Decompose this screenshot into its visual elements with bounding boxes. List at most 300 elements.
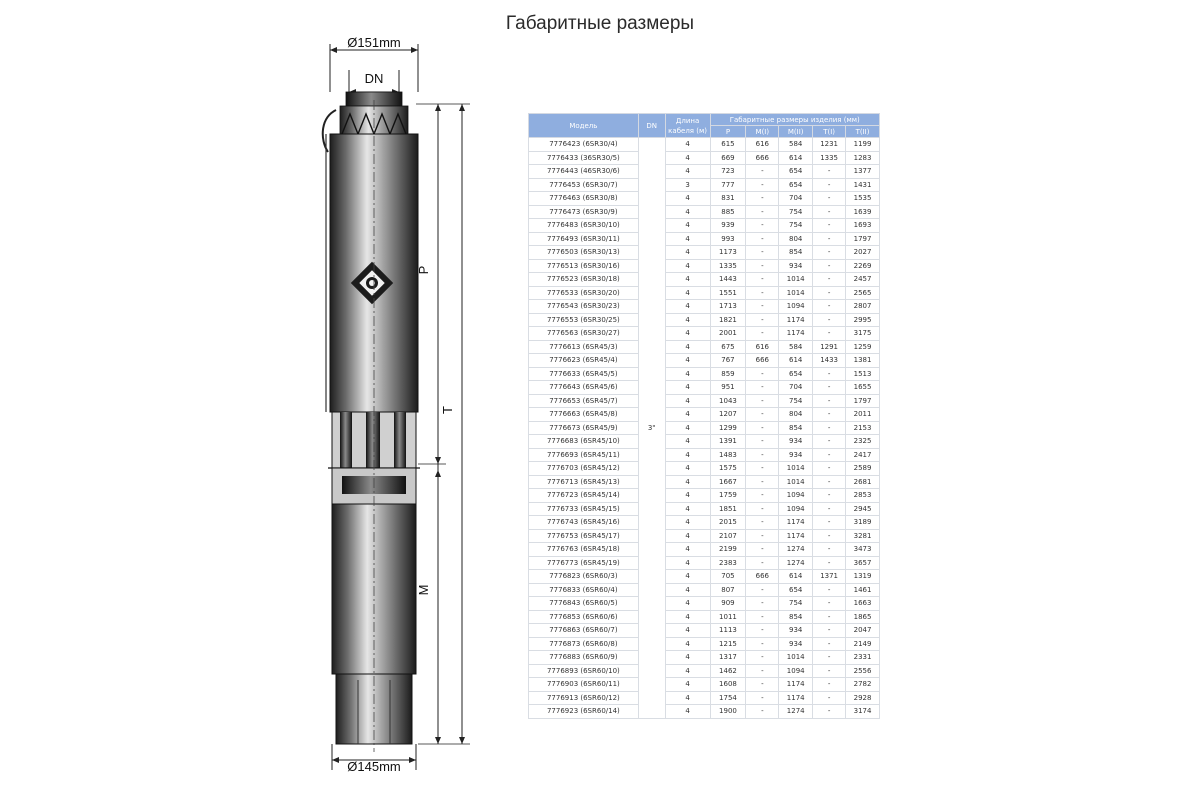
cell-m1: -	[746, 192, 779, 206]
cell-cable: 4	[665, 637, 710, 651]
table-row	[529, 286, 880, 300]
cell-cable: 4	[665, 381, 710, 395]
table-row	[529, 678, 880, 692]
cell-m1: -	[746, 597, 779, 611]
cell-model: 7776863 (6SR60/7)	[529, 624, 639, 638]
cell-t2: 1199	[846, 138, 880, 152]
table-row	[529, 435, 880, 449]
cell-m2: 1174	[779, 529, 813, 543]
cell-cable: 3	[665, 178, 710, 192]
cell-t1: -	[813, 232, 846, 246]
cell-t1: -	[813, 435, 846, 449]
table-row	[529, 394, 880, 408]
top-diameter-label: Ø151mm	[347, 35, 401, 50]
cell-model: 7776733 (6SR45/15)	[529, 502, 639, 516]
cell-m1: -	[746, 381, 779, 395]
table-row	[529, 637, 880, 651]
table-row	[529, 151, 880, 165]
cell-model: 7776893 (6SR60/10)	[529, 664, 639, 678]
cell-t1: -	[813, 300, 846, 314]
cell-cable: 4	[665, 273, 710, 287]
cell-cable: 4	[665, 556, 710, 570]
cell-t2: 3175	[846, 327, 880, 341]
cell-t2: 3657	[846, 556, 880, 570]
cell-cable: 4	[665, 475, 710, 489]
cell-m1: -	[746, 502, 779, 516]
cell-t1: -	[813, 556, 846, 570]
cell-model: 7776423 (6SR30/4)	[529, 138, 639, 152]
cell-m1: -	[746, 705, 779, 719]
cell-t2: 1639	[846, 205, 880, 219]
bottom-diameter-label: Ø145mm	[347, 759, 401, 774]
cell-cable: 4	[665, 408, 710, 422]
cell-model: 7776543 (6SR30/23)	[529, 300, 639, 314]
cell-t1: -	[813, 691, 846, 705]
cell-cable: 4	[665, 435, 710, 449]
cell-t2: 2011	[846, 408, 880, 422]
table-row	[529, 327, 880, 341]
table-row	[529, 138, 880, 152]
cell-model: 7776443 (46SR30/6)	[529, 165, 639, 179]
table-row	[529, 529, 880, 543]
cell-model: 7776473 (6SR30/9)	[529, 205, 639, 219]
cell-model: 7776903 (6SR60/11)	[529, 678, 639, 692]
cell-cable: 4	[665, 570, 710, 584]
table-row	[529, 597, 880, 611]
cell-t2: 2556	[846, 664, 880, 678]
cell-t1: -	[813, 327, 846, 341]
cell-m2: 854	[779, 610, 813, 624]
cell-m1: -	[746, 556, 779, 570]
cell-cable: 4	[665, 286, 710, 300]
cell-cable: 4	[665, 624, 710, 638]
cell-t2: 3174	[846, 705, 880, 719]
table-row	[529, 381, 880, 395]
cell-m1: 616	[746, 340, 779, 354]
cell-m2: 804	[779, 408, 813, 422]
cell-p: 1462	[710, 664, 746, 678]
m-dimension-label: M	[416, 584, 431, 596]
cell-t2: 3473	[846, 543, 880, 557]
cell-m1: -	[746, 394, 779, 408]
table-row	[529, 502, 880, 516]
cell-m1: -	[746, 205, 779, 219]
table-row	[529, 259, 880, 273]
cell-t2: 1461	[846, 583, 880, 597]
cell-model: 7776523 (6SR30/18)	[529, 273, 639, 287]
cell-p: 885	[710, 205, 746, 219]
cell-t2: 1513	[846, 367, 880, 381]
cell-p: 777	[710, 178, 746, 192]
cell-t2: 2853	[846, 489, 880, 503]
cell-m2: 1094	[779, 300, 813, 314]
cell-m1: -	[746, 664, 779, 678]
cell-cable: 4	[665, 232, 710, 246]
cell-model: 7776663 (6SR45/8)	[529, 408, 639, 422]
cell-t1: -	[813, 597, 846, 611]
cell-m2: 1014	[779, 286, 813, 300]
header-p: P	[710, 126, 746, 138]
cell-m1: -	[746, 516, 779, 530]
p-dimension-label: P	[416, 265, 431, 275]
cell-m1: -	[746, 678, 779, 692]
cell-cable: 4	[665, 340, 710, 354]
cell-cable: 4	[665, 219, 710, 233]
dn-value-cell: 3"	[638, 138, 665, 719]
cell-m2: 854	[779, 421, 813, 435]
cell-t1: -	[813, 219, 846, 233]
cell-m1: -	[746, 462, 779, 476]
cell-m2: 1174	[779, 678, 813, 692]
cell-m2: 614	[779, 570, 813, 584]
cell-model: 7776613 (6SR45/3)	[529, 340, 639, 354]
cell-cable: 4	[665, 678, 710, 692]
cell-cable: 4	[665, 300, 710, 314]
cell-m1: -	[746, 475, 779, 489]
table-row	[529, 165, 880, 179]
cell-t1: -	[813, 475, 846, 489]
cell-model: 7776693 (6SR45/11)	[529, 448, 639, 462]
cell-p: 1391	[710, 435, 746, 449]
dimensions-table	[528, 113, 880, 719]
cell-m1: -	[746, 624, 779, 638]
cell-model: 7776433 (36SR30/5)	[529, 151, 639, 165]
cell-cable: 4	[665, 354, 710, 368]
cell-cable: 4	[665, 691, 710, 705]
cell-cable: 4	[665, 610, 710, 624]
cell-t2: 1693	[846, 219, 880, 233]
cell-t1: -	[813, 192, 846, 206]
table-row	[529, 651, 880, 665]
table-row	[529, 219, 880, 233]
cell-model: 7776643 (6SR45/6)	[529, 381, 639, 395]
cell-m2: 614	[779, 354, 813, 368]
cell-p: 2199	[710, 543, 746, 557]
cell-cable: 4	[665, 421, 710, 435]
table-row	[529, 340, 880, 354]
table-row	[529, 556, 880, 570]
cell-t2: 1259	[846, 340, 880, 354]
cell-t2: 1381	[846, 354, 880, 368]
cell-t2: 2457	[846, 273, 880, 287]
cell-model: 7776513 (6SR30/16)	[529, 259, 639, 273]
table-row	[529, 300, 880, 314]
cell-p: 807	[710, 583, 746, 597]
table-row	[529, 205, 880, 219]
cell-cable: 4	[665, 165, 710, 179]
cell-m1: -	[746, 219, 779, 233]
cell-t2: 2681	[846, 475, 880, 489]
cell-t2: 2589	[846, 462, 880, 476]
cell-t2: 2417	[846, 448, 880, 462]
cell-p: 615	[710, 138, 746, 152]
cell-t1: -	[813, 664, 846, 678]
cell-t2: 2565	[846, 286, 880, 300]
cell-m1: -	[746, 259, 779, 273]
cell-p: 1575	[710, 462, 746, 476]
cell-m2: 704	[779, 381, 813, 395]
cell-m1: -	[746, 543, 779, 557]
cell-cable: 4	[665, 151, 710, 165]
cell-p: 2107	[710, 529, 746, 543]
cell-p: 1667	[710, 475, 746, 489]
table-row	[529, 543, 880, 557]
table-row	[529, 475, 880, 489]
cell-cable: 4	[665, 489, 710, 503]
header-m2: M(II)	[779, 126, 813, 138]
table-row	[529, 705, 880, 719]
cell-t2: 2269	[846, 259, 880, 273]
table-row	[529, 273, 880, 287]
header-dn: DN	[638, 114, 665, 138]
cell-t2: 2782	[846, 678, 880, 692]
pump-drawing	[290, 30, 500, 800]
cell-t2: 2149	[846, 637, 880, 651]
cell-m1: -	[746, 421, 779, 435]
cell-m2: 934	[779, 637, 813, 651]
cell-t1: -	[813, 205, 846, 219]
table-row	[529, 489, 880, 503]
cell-model: 7776913 (6SR60/12)	[529, 691, 639, 705]
cell-m2: 584	[779, 340, 813, 354]
cell-model: 7776453 (6SR30/7)	[529, 178, 639, 192]
table-row	[529, 570, 880, 584]
cell-m1: -	[746, 286, 779, 300]
cell-m1: 666	[746, 570, 779, 584]
cell-m1: -	[746, 313, 779, 327]
cell-m1: 666	[746, 354, 779, 368]
cell-cable: 4	[665, 394, 710, 408]
cell-m1: -	[746, 246, 779, 260]
cell-p: 939	[710, 219, 746, 233]
cell-m2: 1014	[779, 475, 813, 489]
cell-m2: 804	[779, 232, 813, 246]
cell-m1: 666	[746, 151, 779, 165]
cell-model: 7776713 (6SR45/13)	[529, 475, 639, 489]
cell-model: 7776823 (6SR60/3)	[529, 570, 639, 584]
cell-p: 1207	[710, 408, 746, 422]
dn-label: DN	[364, 71, 384, 86]
cell-cable: 4	[665, 327, 710, 341]
cell-model: 7776753 (6SR45/17)	[529, 529, 639, 543]
cell-p: 1043	[710, 394, 746, 408]
cell-t2: 1431	[846, 178, 880, 192]
header-model: Модель	[529, 114, 639, 138]
cell-model: 7776653 (6SR45/7)	[529, 394, 639, 408]
cell-t2: 3281	[846, 529, 880, 543]
cell-t1: -	[813, 583, 846, 597]
header-cable-length: Длина кабеля (м)	[665, 114, 710, 138]
cell-p: 1754	[710, 691, 746, 705]
cell-m1: -	[746, 273, 779, 287]
cell-p: 675	[710, 340, 746, 354]
table-row	[529, 516, 880, 530]
cell-t1: 1291	[813, 340, 846, 354]
cell-p: 1443	[710, 273, 746, 287]
t-dimension-label: T	[440, 406, 455, 414]
header-dimensions-group: Габаритные размеры изделия (мм)	[710, 114, 879, 126]
cell-p: 705	[710, 570, 746, 584]
cell-t1: -	[813, 529, 846, 543]
cell-model: 7776763 (6SR45/18)	[529, 543, 639, 557]
cell-model: 7776833 (6SR60/4)	[529, 583, 639, 597]
table-row	[529, 691, 880, 705]
cell-cable: 4	[665, 246, 710, 260]
table-row	[529, 624, 880, 638]
cell-model: 7776623 (6SR45/4)	[529, 354, 639, 368]
cell-t1: -	[813, 610, 846, 624]
cell-m2: 614	[779, 151, 813, 165]
cell-m1: -	[746, 435, 779, 449]
table-row	[529, 421, 880, 435]
table-row	[529, 313, 880, 327]
cell-m1: -	[746, 300, 779, 314]
cell-model: 7776873 (6SR60/8)	[529, 637, 639, 651]
cell-m1: 616	[746, 138, 779, 152]
cell-m2: 1274	[779, 543, 813, 557]
cell-m1: -	[746, 637, 779, 651]
cell-p: 767	[710, 354, 746, 368]
page-title: Габаритные размеры	[505, 13, 695, 34]
cell-model: 7776723 (6SR45/14)	[529, 489, 639, 503]
cell-t1: -	[813, 624, 846, 638]
cell-t2: 1377	[846, 165, 880, 179]
cell-t2: 1865	[846, 610, 880, 624]
table-row	[529, 354, 880, 368]
cell-model: 7776883 (6SR60/9)	[529, 651, 639, 665]
cell-m1: -	[746, 327, 779, 341]
cell-p: 1608	[710, 678, 746, 692]
cell-p: 723	[710, 165, 746, 179]
cell-t2: 2945	[846, 502, 880, 516]
cell-m2: 584	[779, 138, 813, 152]
cell-m1: -	[746, 583, 779, 597]
table-row	[529, 367, 880, 381]
cell-m2: 1174	[779, 516, 813, 530]
cell-p: 909	[710, 597, 746, 611]
cell-m2: 654	[779, 583, 813, 597]
cell-model: 7776923 (6SR60/14)	[529, 705, 639, 719]
cell-t2: 1535	[846, 192, 880, 206]
cell-t2: 1797	[846, 394, 880, 408]
cell-m2: 1014	[779, 462, 813, 476]
table-row	[529, 246, 880, 260]
cell-p: 1900	[710, 705, 746, 719]
cell-m2: 934	[779, 448, 813, 462]
cell-model: 7776563 (6SR30/27)	[529, 327, 639, 341]
cell-cable: 4	[665, 205, 710, 219]
cell-t1: -	[813, 516, 846, 530]
cell-t2: 1319	[846, 570, 880, 584]
cell-m1: -	[746, 178, 779, 192]
table-row	[529, 192, 880, 206]
cell-t2: 2807	[846, 300, 880, 314]
cell-p: 2383	[710, 556, 746, 570]
table-row	[529, 178, 880, 192]
cell-t1: -	[813, 313, 846, 327]
cell-t2: 2928	[846, 691, 880, 705]
cell-m1: -	[746, 448, 779, 462]
cell-t1: -	[813, 178, 846, 192]
cell-p: 2015	[710, 516, 746, 530]
cell-t1: -	[813, 259, 846, 273]
header-t1: T(I)	[813, 126, 846, 138]
cell-m2: 1094	[779, 502, 813, 516]
cell-model: 7776853 (6SR60/6)	[529, 610, 639, 624]
cell-p: 1317	[710, 651, 746, 665]
cell-model: 7776493 (6SR30/11)	[529, 232, 639, 246]
cell-model: 7776683 (6SR45/10)	[529, 435, 639, 449]
cell-m2: 754	[779, 205, 813, 219]
cell-t1: 1433	[813, 354, 846, 368]
cell-t1: -	[813, 246, 846, 260]
table-row	[529, 610, 880, 624]
cell-t1: -	[813, 637, 846, 651]
cell-t1: -	[813, 381, 846, 395]
cell-m2: 654	[779, 178, 813, 192]
cell-p: 1011	[710, 610, 746, 624]
cell-cable: 4	[665, 313, 710, 327]
cell-t2: 2153	[846, 421, 880, 435]
table-row	[529, 664, 880, 678]
cell-model: 7776483 (6SR30/10)	[529, 219, 639, 233]
cell-t2: 1663	[846, 597, 880, 611]
cell-p: 1215	[710, 637, 746, 651]
cell-m1: -	[746, 651, 779, 665]
cell-model: 7776773 (6SR45/19)	[529, 556, 639, 570]
cell-t2: 3189	[846, 516, 880, 530]
cell-t2: 2331	[846, 651, 880, 665]
cell-p: 951	[710, 381, 746, 395]
cell-cable: 4	[665, 502, 710, 516]
cell-m1: -	[746, 489, 779, 503]
cell-p: 1851	[710, 502, 746, 516]
cell-p: 1551	[710, 286, 746, 300]
cell-cable: 4	[665, 192, 710, 206]
cell-t1: 1371	[813, 570, 846, 584]
cell-t2: 1283	[846, 151, 880, 165]
cell-t1: -	[813, 678, 846, 692]
cell-t1: -	[813, 448, 846, 462]
cell-t1: -	[813, 651, 846, 665]
cell-t2: 2027	[846, 246, 880, 260]
cell-p: 1335	[710, 259, 746, 273]
cell-p: 1299	[710, 421, 746, 435]
cell-cable: 4	[665, 367, 710, 381]
cell-m2: 704	[779, 192, 813, 206]
cell-m1: -	[746, 408, 779, 422]
cell-m1: -	[746, 610, 779, 624]
cell-t1: -	[813, 286, 846, 300]
cell-cable: 4	[665, 138, 710, 152]
cell-cable: 4	[665, 462, 710, 476]
cell-model: 7776503 (6SR30/13)	[529, 246, 639, 260]
cell-t1: 1335	[813, 151, 846, 165]
cell-t2: 1797	[846, 232, 880, 246]
cell-t1: -	[813, 421, 846, 435]
cell-cable: 4	[665, 583, 710, 597]
cell-cable: 4	[665, 448, 710, 462]
cell-t2: 2995	[846, 313, 880, 327]
cell-m2: 1094	[779, 489, 813, 503]
cell-model: 7776743 (6SR45/16)	[529, 516, 639, 530]
cell-model: 7776703 (6SR45/12)	[529, 462, 639, 476]
cell-m2: 934	[779, 624, 813, 638]
header-t2: T(II)	[846, 126, 880, 138]
cell-model: 7776843 (6SR60/5)	[529, 597, 639, 611]
cell-t1: -	[813, 273, 846, 287]
cell-p: 1713	[710, 300, 746, 314]
